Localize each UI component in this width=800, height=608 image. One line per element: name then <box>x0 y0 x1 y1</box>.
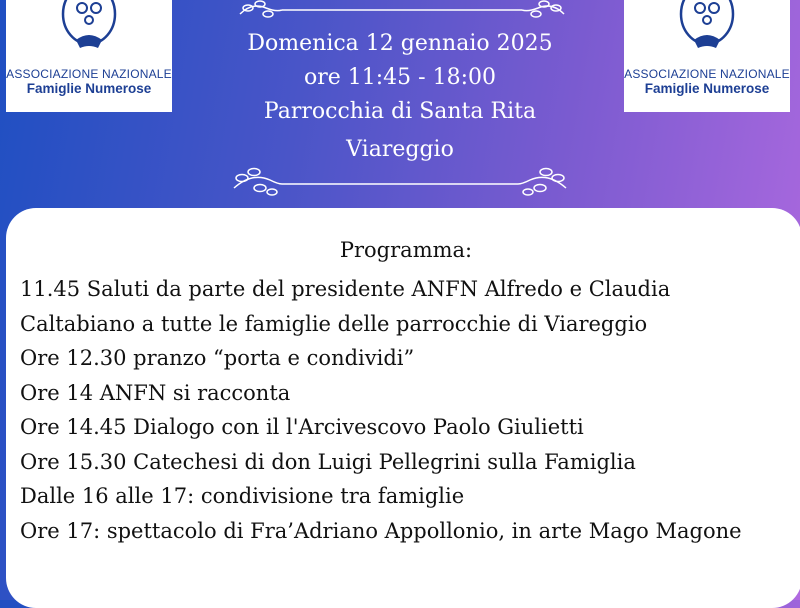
program-item: Ore 17: spettacolo di Fra’Adriano Appollonio, in arte Mago Magone <box>20 518 742 543</box>
event-city: Viareggio <box>346 137 454 162</box>
family-heart-icon <box>672 0 742 56</box>
family-heart-icon <box>54 0 124 56</box>
program-item: Ore 15.30 Catechesi di don Luigi Pellegrini sulla Famiglia <box>20 449 636 474</box>
logo-line2: Famiglie Numerose <box>26 81 152 96</box>
event-date: Domenica 12 gennaio 2025 <box>247 31 553 56</box>
program-title: Programma: <box>339 238 473 262</box>
program-item: Ore 12.30 pranzo “porta e condividi” <box>20 346 415 370</box>
logo-line2: Famiglie Numerose <box>644 81 770 96</box>
program-item: Ore 14 ANFN si racconta <box>20 380 291 405</box>
logo-line1: ASSOCIAZIONE NAZIONALE <box>624 67 790 81</box>
floral-divider-icon <box>230 162 570 202</box>
program-item: Ore 14.45 Dialogo con il l'Arcivescovo Paolo Giulietti <box>20 415 584 439</box>
program-item: Dalle 16 alle 17: condivisione tra famiglie <box>20 484 465 508</box>
program-list <box>20 272 790 548</box>
floral-divider-icon <box>232 0 572 24</box>
association-logo-right <box>624 0 790 112</box>
program-item: Caltabiano a tutte le famiglie delle parrocchie di Viareggio <box>20 311 648 336</box>
event-time: ore 11:45 - 18:00 <box>304 65 496 90</box>
logo-line1: ASSOCIAZIONE NAZIONALE <box>6 67 172 81</box>
program-item: 11.45 Saluti da parte del presidente ANFN Alfredo e Claudia <box>20 277 671 301</box>
event-place: Parrocchia di Santa Rita <box>263 99 537 124</box>
association-logo-left <box>6 0 172 112</box>
